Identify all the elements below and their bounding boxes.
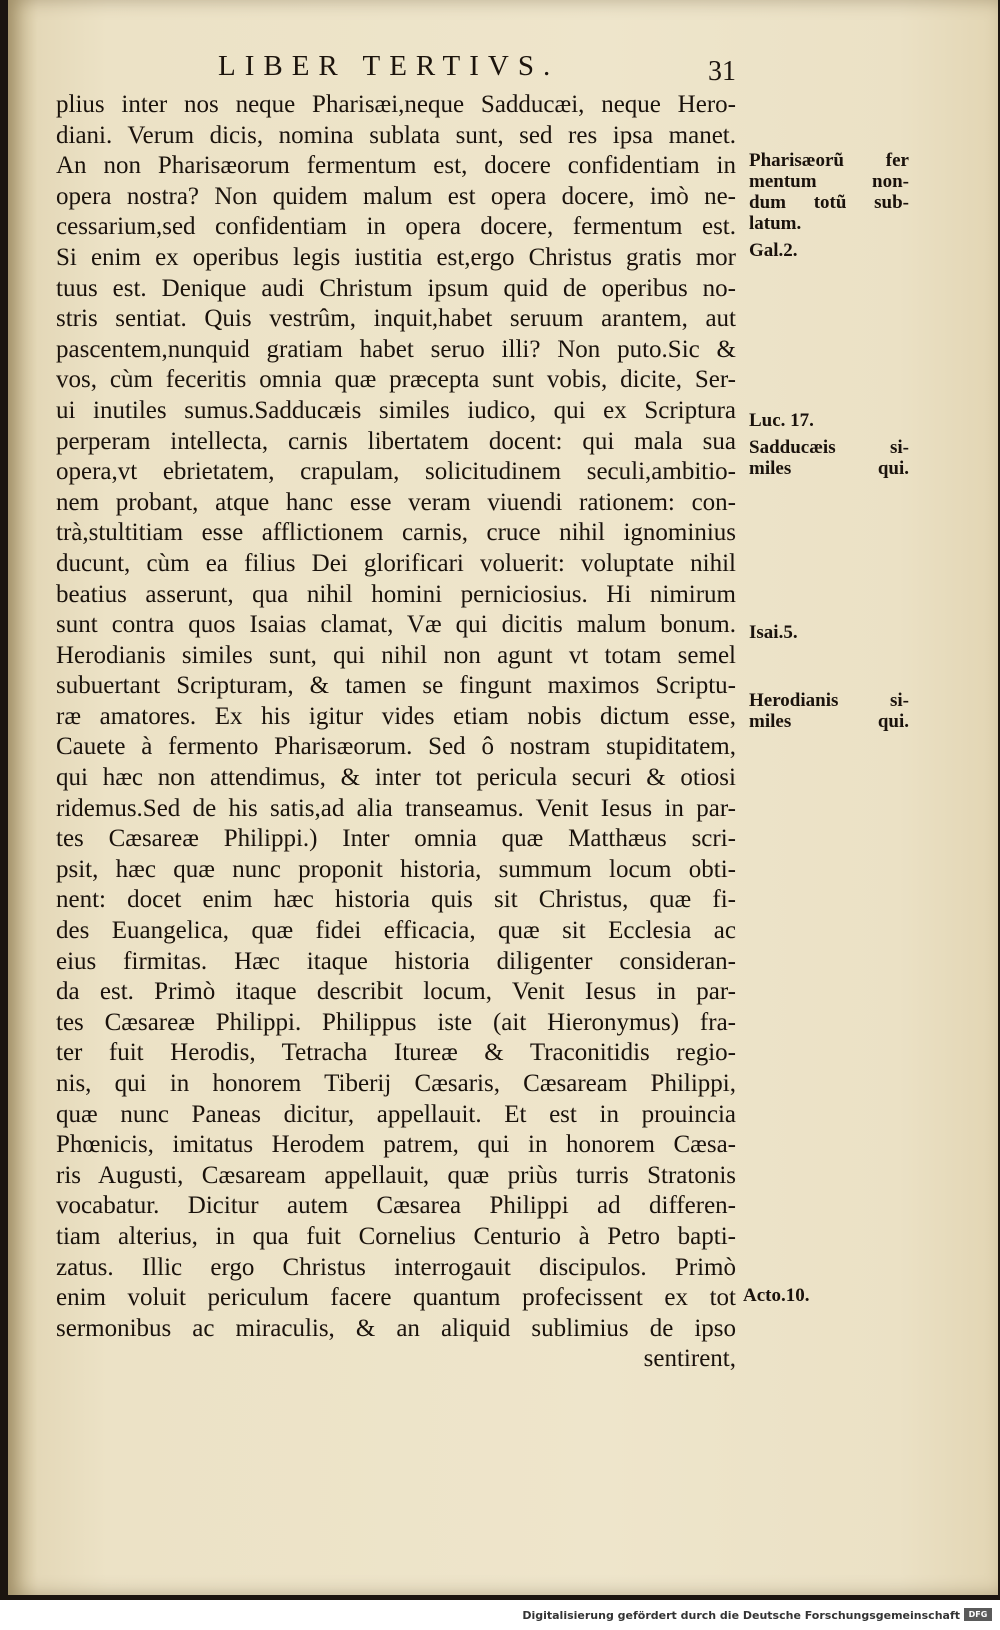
- footer-bar: [0, 1600, 1000, 1630]
- text-line: ræ amatores. Ex his igitur vides etiam nobis dictum esse,: [56, 702, 736, 730]
- text-line: ridemus.Sed de his satis,ad alia transeamus. Venit Iesus in par-: [56, 794, 736, 822]
- text-line: plius inter nos neque Pharisæi,neque Sadducæi, neque Hero-: [56, 91, 736, 118]
- marginal-note-luc: [749, 410, 909, 431]
- text-line: nis, qui in honorem Tiberij Cæsaris, Cæsaream Philippi,: [56, 1070, 736, 1097]
- text-line: beatius asserunt, qua nihil homini perniciosius. Hi nimirum: [56, 580, 736, 608]
- text-line: sermonibus ac miraculis, & an aliquid sublimius de ipso: [56, 1314, 736, 1342]
- text-line: sentirent,: [643, 1345, 736, 1373]
- page-number: 31: [708, 56, 736, 87]
- marginal-note-herodianis: [749, 690, 909, 732]
- marginal-note-gal: [749, 240, 909, 261]
- marginal-line: dum totũ sub-: [749, 192, 909, 213]
- marginal-note-sadducaeis: [749, 437, 909, 479]
- text-line: enim voluit periculum facere quantum profecissent ex tot: [56, 1284, 736, 1312]
- funding-credit: Digitalisierung gefördert durch die Deutsche Forschungsgemeinschaft: [522, 1609, 960, 1622]
- text-line: psit, hæc quæ nunc proponit historia, summum locum obti-: [56, 855, 736, 883]
- marginal-line: latum.: [749, 213, 802, 234]
- text-line: ui inutiles sumus.Sadducæis similes iudico, qui ex Scriptura: [56, 396, 736, 424]
- marginal-line: Herodianis si-: [749, 690, 909, 711]
- marginal-line: Pharisæorũ fer: [749, 150, 909, 171]
- dfg-logo-icon: DFG: [964, 1608, 992, 1621]
- text-line: subuertant Scripturam, & tamen se fingunt maximos Scriptu-: [56, 672, 736, 700]
- main-text-column: [56, 90, 736, 1375]
- text-line: Herodianis similes sunt, qui nihil non agunt vt totam semel: [56, 641, 736, 669]
- text-line: opera nostra? Non quidem malum est opera docere, imò ne-: [56, 182, 736, 210]
- text-line: perperam intellecta, carnis libertatem docent: qui mala sua: [56, 427, 736, 455]
- text-line: nem probant, atque hanc esse veram viuendi rationem: con-: [56, 488, 736, 516]
- text-line: tes Cæsareæ Philippi.) Inter omnia quæ Matthæus scri-: [56, 825, 736, 853]
- marginal-line: miles qui.: [749, 458, 909, 479]
- marginal-line: Gal.2.: [749, 240, 798, 261]
- marginal-line: Isai.5.: [749, 622, 798, 643]
- text-line: sunt contra quos Isaias clamat, Væ qui dicitis malum bonum.: [56, 611, 736, 639]
- marginal-line: miles qui.: [749, 711, 909, 732]
- text-line: qui hæc non attendimus, & inter tot pericula securi & otiosi: [56, 764, 736, 792]
- marginal-note-isai: [749, 622, 909, 643]
- text-line: zatus. Illic ergo Christus interrogauit discipulos. Primò: [56, 1253, 736, 1281]
- text-line: Cauete à fermento Pharisæorum. Sed ô nostram stupiditatem,: [56, 733, 736, 761]
- text-line: Phœnicis, imitatus Herodem patrem, qui in honorem Cæsa-: [56, 1131, 736, 1159]
- text-line: da est. Primò itaque describit locum, Venit Iesus in par-: [56, 978, 736, 1006]
- running-head: LIBER TERTIVS.: [218, 50, 560, 82]
- marginal-note-pharisaeorum: [749, 150, 909, 234]
- marginal-line: Sadducæis si-: [749, 437, 909, 458]
- text-line: stris sentiat. Quis vestrûm, inquit,habet seruum arantem, aut: [56, 305, 736, 333]
- text-line: tuus est. Denique audi Christum ipsum quid de operibus no-: [56, 274, 736, 302]
- text-line: An non Pharisæorum fermentum est, docere confidentiam in: [56, 152, 736, 180]
- text-line: Si enim ex operibus legis iustitia est,ergo Christus gratis mor: [56, 243, 736, 271]
- text-line: ter fuit Herodis, Tetracha Itureæ & Traconitidis regio-: [56, 1039, 736, 1067]
- text-line: nent: docet enim hæc historia quis sit Christus, quæ fi-: [56, 886, 736, 914]
- book-page: [8, 0, 998, 1595]
- text-line: vocabatur. Dicitur autem Cæsarea Philippi ad differen-: [56, 1192, 736, 1220]
- text-line: des Euangelica, quæ fidei efficacia, quæ sit Ecclesia ac: [56, 917, 736, 945]
- text-line: ris Augusti, Cæsaream appellauit, quæ priùs turris Stratonis: [56, 1161, 736, 1189]
- text-line: pascentem,nunquid gratiam habet seruo illi? Non puto.Sic &: [56, 335, 736, 363]
- marginal-line: Acto.10.: [743, 1285, 810, 1306]
- marginal-note-acto: [743, 1285, 903, 1306]
- text-line: cessarium,sed confidentiam in opera docere, fermentum est.: [56, 213, 736, 241]
- text-line: tiam alterius, in qua fuit Cornelius Centurio à Petro bapti-: [56, 1222, 736, 1250]
- marginal-line: mentum non-: [749, 171, 909, 192]
- text-line: eius firmitas. Hæc itaque historia diligenter consideran-: [56, 947, 736, 975]
- text-line: quæ nunc Paneas dicitur, appellauit. Et est in prouincia: [56, 1100, 736, 1128]
- text-line: opera,vt ebrietatem, crapulam, solicitudinem seculi,ambitio-: [56, 458, 736, 486]
- text-line: tes Cæsareæ Philippi. Philippus iste (ait Hieronymus) fra-: [56, 1008, 736, 1036]
- text-line: diani. Verum dicis, nomina sublata sunt, sed res ipsa manet.: [56, 121, 736, 149]
- marginal-line: Luc. 17.: [749, 410, 814, 431]
- text-line: vos, cùm feceritis omnia quæ præcepta sunt vobis, dicite, Ser-: [56, 366, 736, 394]
- text-line: trà,stultitiam esse afflictionem carnis, cruce nihil ignominius: [56, 519, 736, 547]
- text-line: ducunt, cùm ea filius Dei glorificari voluerit: voluptate nihil: [56, 549, 736, 577]
